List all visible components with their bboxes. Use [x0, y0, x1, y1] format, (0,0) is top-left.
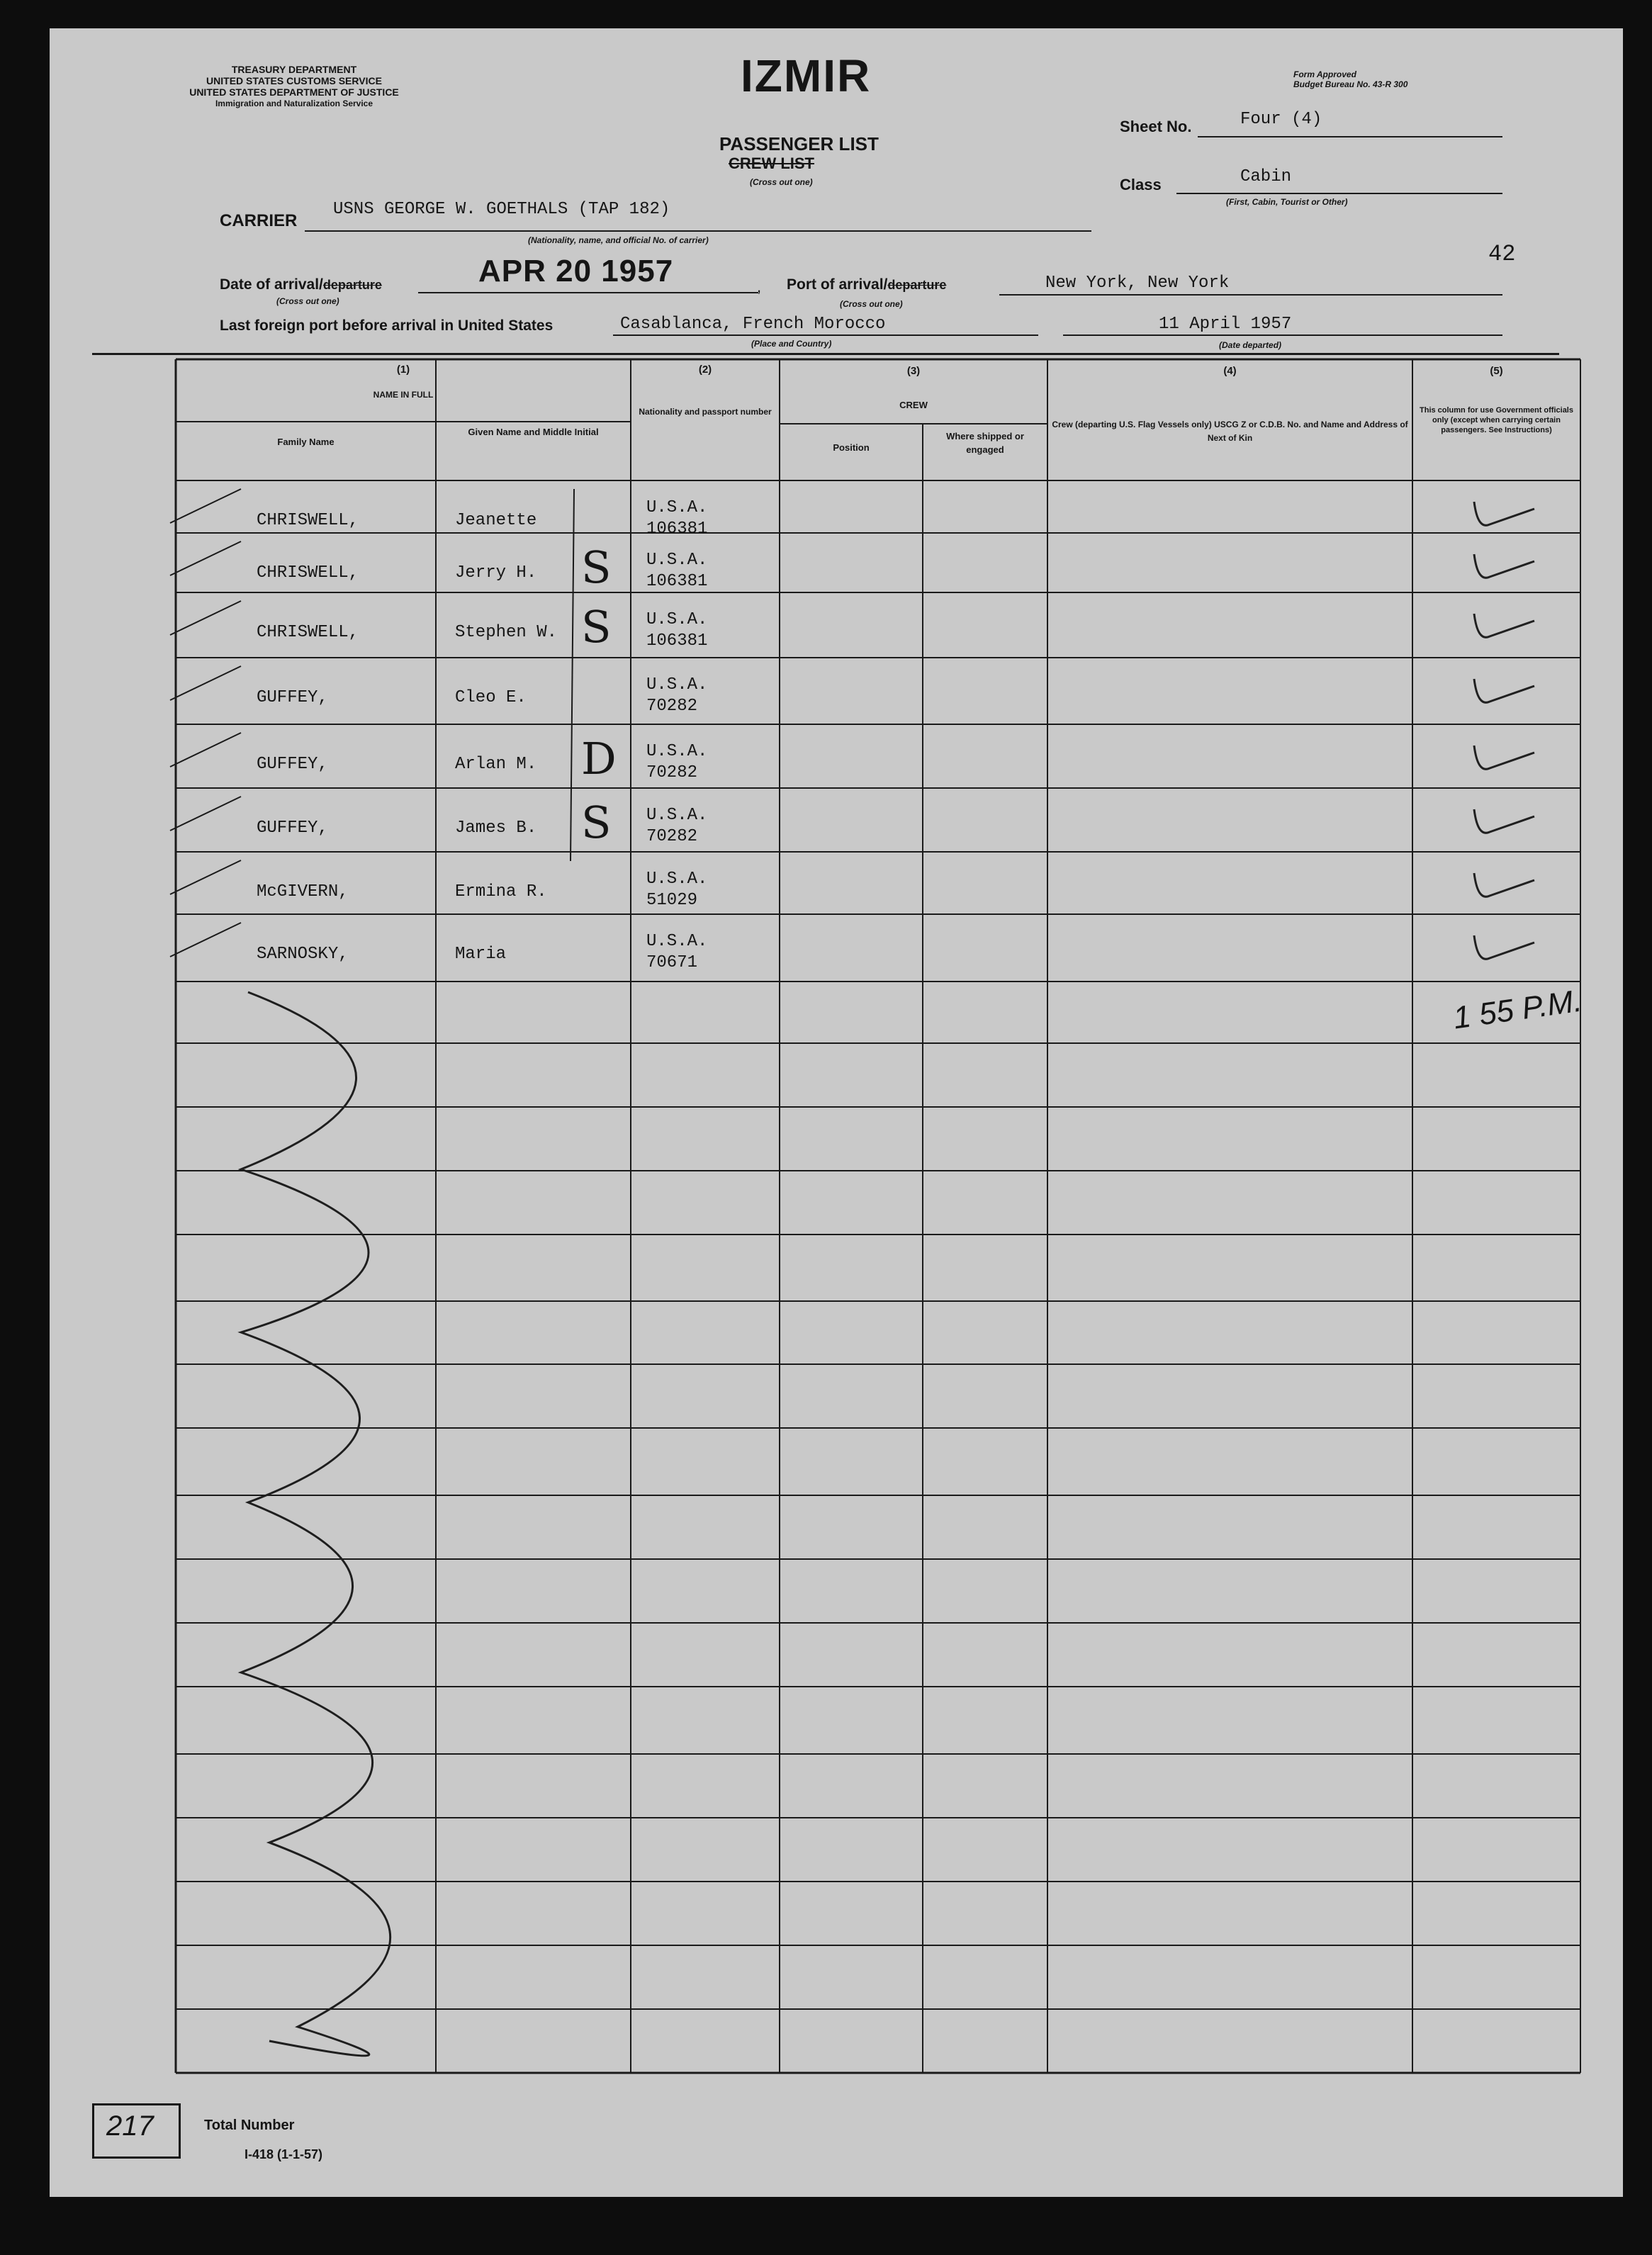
- date-departed-note: (Date departed): [1219, 340, 1282, 350]
- family-name-cell: CHRISWELL,: [257, 623, 359, 642]
- verification-check-mark: [1474, 873, 1534, 896]
- given-name-cell: Arlan M.: [455, 755, 537, 774]
- family-name-cell: McGIVERN,: [257, 882, 349, 901]
- col2-number: (2): [698, 364, 712, 376]
- given-name-cell: Cleo E.: [455, 688, 527, 707]
- date-arrival-note: (Cross out one): [276, 296, 339, 306]
- verification-check-mark: [1474, 502, 1534, 525]
- family-name-cell: CHRISWELL,: [257, 563, 359, 583]
- sheet-value: Four (4): [1240, 110, 1322, 129]
- verification-check-mark: [1474, 746, 1534, 769]
- review-strike-mark: [170, 666, 241, 700]
- port-arrival-note: (Cross out one): [840, 299, 903, 309]
- review-strike-mark: [170, 733, 241, 767]
- nationality-cell: U.S.A.: [646, 742, 708, 761]
- passenger-list-form: TREASURY DEPARTMENT UNITED STATES CUSTOMS SERVICE UNITED STATES DEPARTMENT OF JUSTICE Immigration and Naturalization Service IZMIR Form Approved Budget Bureau No. 43-R 300 PASSENGER LIST CREW LIST (Cross out one) Sheet No. Four (4) Class Cabin (First, Cabin, Tourist or Other) CARRIER USNS GEORGE W. GOETHALS (TAP 182) (Nationality, name, and official No. of carrier) 42 Date of arrival/departure (Cross out one) APR 20 1957 , Port of arrival/departure (Cross out one) New York, New York Last foreign port before arrival in United States Casablanca, French Morocco (Place and Country) 11 April 1957 (Date departed) (1) NAME IN FULL Family Name Given Name and Middle Initial (2) Nationality and passport number (3) CREW Position Where shipped or engaged (4) Crew (departing U.S. Flag Vessels only) USCG Z or C.D.B. No. and Name and Address of Next of Kin (5) This column for use Government officials only (except when carrying certain passengers. See Instructions) 1 55 P.M. 217 Total Number I-418 (1-1-57): [50, 28, 1623, 2197]
- review-strike-mark: [170, 489, 241, 523]
- carrier-note: (Nationality, name, and official No. of carrier): [528, 235, 709, 245]
- total-value: 217: [106, 2110, 154, 2142]
- passport-number-cell: 51029: [646, 891, 698, 910]
- family-name-cell: GUFFEY,: [257, 819, 328, 838]
- void-scribble: [241, 992, 390, 2056]
- given-name-cell: James B.: [455, 819, 537, 838]
- given-name-cell: Stephen W.: [455, 623, 558, 642]
- carrier-label: CARRIER: [220, 211, 298, 230]
- nationality-cell: U.S.A.: [646, 806, 708, 825]
- form-approved-line-2: Budget Bureau No. 43-R 300: [1293, 79, 1408, 89]
- port-arrival-label-text: Port of arrival/: [787, 276, 888, 293]
- port-stamp: IZMIR: [741, 50, 872, 101]
- status-mark: S: [581, 797, 612, 848]
- passport-number-cell: 70282: [646, 827, 698, 846]
- crossed-crew-list: CREW LIST: [729, 154, 814, 172]
- last-port-value: Casablanca, French Morocco: [620, 315, 886, 334]
- review-strike-mark: [170, 860, 241, 894]
- col5-title: This column for use Government officials only (except when carrying certain passengers. See Instructions): [1420, 406, 1573, 434]
- page-number: 42: [1488, 241, 1516, 267]
- review-strike-mark: [170, 797, 241, 831]
- col3-title: CREW: [899, 400, 928, 410]
- review-strike-mark: [170, 601, 241, 635]
- given-name-cell: Jeanette: [455, 511, 537, 530]
- nationality-cell: U.S.A.: [646, 498, 708, 517]
- given-name-cell: Jerry H.: [455, 563, 537, 583]
- bracket-mark: [571, 489, 574, 861]
- given-name-cell: Maria: [455, 945, 507, 964]
- passport-number-cell: 106381: [646, 631, 708, 651]
- total-label: Total Number: [204, 2118, 295, 2133]
- review-strike-mark: [170, 541, 241, 575]
- date-arrival-label-text: Date of arrival/: [220, 276, 323, 293]
- verification-check-mark: [1474, 554, 1534, 578]
- crossed-departure: departure: [322, 278, 382, 292]
- form-id: I-418 (1-1-57): [245, 2147, 323, 2161]
- col-position-header: Position: [833, 442, 870, 453]
- col-family-header: Family Name: [277, 437, 335, 447]
- passport-number-cell: 106381: [646, 572, 708, 591]
- class-label: Class: [1120, 176, 1162, 193]
- class-note: (First, Cabin, Tourist or Other): [1226, 197, 1348, 207]
- col-given-header: Given Name and Middle Initial: [468, 427, 599, 437]
- form-approved-line-1: Form Approved: [1293, 69, 1356, 79]
- col4-title: Crew (departing U.S. Flag Vessels only) USCG Z or C.D.B. No. and Name and Address of Next of Kin: [1052, 420, 1408, 443]
- carrier-value: USNS GEORGE W. GOETHALS (TAP 182): [333, 200, 670, 219]
- agency-line-4: Immigration and Naturalization Service: [215, 99, 373, 108]
- review-strike-mark: [170, 923, 241, 957]
- verification-check-mark: [1474, 935, 1534, 959]
- passport-number-cell: 70282: [646, 697, 698, 716]
- nationality-cell: U.S.A.: [646, 870, 708, 889]
- verification-check-mark: [1474, 809, 1534, 833]
- time-note: 1 55 P.M.: [1451, 983, 1585, 1036]
- nationality-cell: U.S.A.: [646, 675, 708, 695]
- date-arrival-stamp: APR 20 1957: [478, 254, 674, 288]
- verification-check-mark: [1474, 614, 1534, 637]
- passport-number-cell: 70282: [646, 763, 698, 782]
- col5-number: (5): [1490, 365, 1503, 377]
- col2-title: Nationality and passport number: [639, 407, 772, 417]
- last-port-label: Last foreign port before arrival in United States: [220, 317, 554, 334]
- agency-line-1: TREASURY DEPARTMENT: [231, 64, 357, 75]
- last-port-note: (Place and Country): [751, 339, 832, 349]
- title-note: (Cross out one): [750, 177, 813, 187]
- given-name-cell: Ermina R.: [455, 882, 547, 901]
- col3-number: (3): [906, 365, 921, 377]
- status-mark: S: [581, 541, 612, 593]
- col4-number: (4): [1223, 365, 1237, 377]
- form-title: PASSENGER LIST: [719, 133, 879, 154]
- nationality-cell: U.S.A.: [646, 610, 708, 629]
- class-value: Cabin: [1240, 167, 1292, 186]
- family-name-cell: GUFFEY,: [257, 688, 328, 707]
- passport-number-cell: 106381: [646, 519, 708, 539]
- status-mark: D: [581, 733, 617, 785]
- agency-line-2: UNITED STATES CUSTOMS SERVICE: [206, 75, 382, 86]
- family-name-cell: CHRISWELL,: [257, 511, 359, 530]
- date-departed-value: 11 April 1957: [1159, 315, 1292, 334]
- passport-number-cell: 70671: [646, 953, 698, 972]
- verification-check-mark: [1474, 679, 1534, 702]
- status-mark: S: [581, 601, 612, 653]
- family-name-cell: SARNOSKY,: [257, 945, 349, 964]
- col-where-header: Where shipped or engaged: [946, 431, 1024, 455]
- family-name-cell: GUFFEY,: [257, 755, 328, 774]
- col1-title: NAME IN FULL: [373, 390, 434, 400]
- sheet-label: Sheet No.: [1120, 118, 1192, 135]
- agency-line-3: UNITED STATES DEPARTMENT OF JUSTICE: [189, 86, 399, 98]
- nationality-cell: U.S.A.: [646, 551, 708, 570]
- nationality-cell: U.S.A.: [646, 932, 708, 951]
- col1-number: (1): [396, 364, 410, 376]
- crossed-departure-port: departure: [887, 278, 947, 292]
- port-arrival-value: New York, New York: [1045, 274, 1230, 293]
